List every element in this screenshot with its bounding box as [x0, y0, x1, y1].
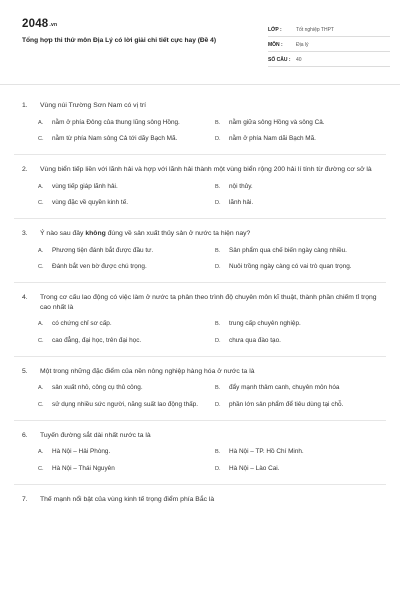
- document-meta: [268, 24, 390, 69]
- option-text: chưa qua đào tạo.: [229, 337, 281, 345]
- option-letter: A.: [38, 119, 44, 126]
- option-letter: A.: [38, 449, 44, 456]
- option-text: cao đẳng, đại học, trên đại học.: [52, 337, 142, 345]
- option-letter: D.: [215, 466, 221, 473]
- meta-row-grade: [268, 24, 390, 37]
- option-letter: C.: [38, 264, 44, 271]
- options: [14, 320, 386, 346]
- option-text: Đánh bắt ven bờ được chú trọng.: [52, 263, 147, 271]
- option-letter: D.: [215, 402, 221, 409]
- meta-row-subject: [268, 39, 390, 52]
- question-stem: [14, 229, 386, 239]
- question-text: Một trong những đặc điểm của nền nông nghiệp hàng hóa ở nước ta là: [40, 367, 255, 375]
- option-b[interactable]: [215, 320, 386, 329]
- question-list: [14, 101, 386, 525]
- option-text: Phương tiện đánh bắt được đầu tư.: [52, 246, 154, 254]
- question-text: Trong cơ cấu lao động có việc làm ở nước ta phân theo trình độ chuyên môn kĩ thuật, thành phần chiếm tỉ trọng cao nhất là: [40, 294, 377, 311]
- option-letter: A.: [38, 385, 44, 392]
- question-number: 3.: [22, 230, 28, 238]
- option-text: sử dụng nhiều sức người, năng suất lao động thấp.: [52, 401, 199, 409]
- option-letter: B.: [215, 449, 221, 456]
- meta-key: LỚP :: [268, 27, 282, 33]
- option-c[interactable]: [38, 337, 209, 346]
- option-letter: C.: [38, 200, 44, 207]
- option-letter: A.: [38, 183, 44, 190]
- option-d[interactable]: [215, 465, 386, 474]
- option-a[interactable]: [38, 247, 209, 256]
- question-text-emphasis: không: [85, 230, 106, 238]
- option-d[interactable]: [215, 199, 386, 208]
- option-text: sản xuất nhỏ, công cụ thủ công.: [52, 384, 143, 392]
- option-letter: D.: [215, 136, 221, 143]
- question-6: [14, 431, 386, 485]
- logo-tld: .vn: [49, 22, 58, 28]
- logo-main: 2048: [22, 18, 49, 30]
- option-text: vùng tiếp giáp lãnh hải.: [52, 182, 118, 190]
- option-c[interactable]: [38, 465, 209, 474]
- option-b[interactable]: [215, 119, 386, 128]
- question-stem: [14, 293, 386, 312]
- question-number: 7.: [22, 496, 28, 504]
- option-text: lãnh hải.: [229, 199, 254, 207]
- question-3: [14, 229, 386, 283]
- question-number: 6.: [22, 431, 28, 439]
- question-number: 1.: [22, 102, 28, 109]
- question-text: [40, 229, 250, 239]
- option-text: nội thủy.: [229, 182, 253, 190]
- question-text-before: Ý nào sau đây: [40, 230, 86, 238]
- options: [14, 384, 386, 410]
- question-stem: [14, 495, 386, 505]
- question-5: [14, 367, 386, 421]
- options: [14, 448, 386, 474]
- option-text: có chứng chỉ sơ cấp.: [52, 320, 112, 328]
- meta-key: MÔN :: [268, 42, 283, 48]
- option-text: Hà Nội – TP. Hồ Chí Minh.: [229, 448, 304, 456]
- question-text: Thế mạnh nổi bật của vùng kinh tế trọng điểm phía Bắc là: [40, 496, 215, 504]
- option-d[interactable]: [215, 263, 386, 272]
- option-text: Hà Nội – Thái Nguyên: [52, 465, 115, 473]
- option-letter: B.: [215, 247, 221, 254]
- option-letter: C.: [38, 466, 44, 473]
- question-number: 5.: [22, 367, 28, 375]
- meta-row-question-count: [268, 54, 390, 67]
- option-letter: D.: [215, 338, 221, 345]
- option-letter: C.: [38, 136, 44, 143]
- option-letter: B.: [215, 183, 221, 190]
- question-text: Vùng núi Trường Sơn Nam có vị trí: [40, 102, 147, 109]
- option-letter: D.: [215, 264, 221, 271]
- option-letter: B.: [215, 119, 221, 126]
- option-text: nằm giữa sông Hồng và sông Cả.: [229, 118, 325, 126]
- option-b[interactable]: [215, 448, 386, 457]
- document-title: Tổng hợp thi thử môn Địa Lý có lời giải chi tiết cực hay (Đề 4): [22, 37, 217, 44]
- options: [14, 119, 386, 145]
- question-stem: [14, 431, 386, 441]
- question-number: 4.: [22, 294, 28, 302]
- option-text: Hà Nội – Lào Cai.: [229, 465, 280, 473]
- meta-value: Tốt nghiệp THPT: [296, 27, 334, 33]
- option-text: Sản phẩm qua chế biến ngày càng nhiều.: [229, 246, 347, 254]
- option-text: trung cấp chuyên nghiệp.: [229, 320, 301, 328]
- option-letter: C.: [38, 402, 44, 409]
- meta-value: Địa lý: [296, 42, 309, 48]
- question-stem: [14, 367, 386, 377]
- options: [14, 247, 386, 273]
- option-text: phần lớn sản phẩm để tiêu dùng tại chỗ.: [229, 401, 344, 409]
- option-a[interactable]: [38, 183, 209, 192]
- option-b[interactable]: [215, 384, 386, 393]
- option-text: nằm từ phía Nam sông Cả tới dãy Bạch Mã.: [52, 135, 178, 143]
- question-4: [14, 293, 386, 357]
- option-b[interactable]: [215, 183, 386, 192]
- question-7: [14, 495, 386, 515]
- option-letter: B.: [215, 385, 221, 392]
- option-a[interactable]: [38, 384, 209, 393]
- question-text-after: đúng về sản xuất thủy sản ở nước ta hiện nay?: [105, 230, 251, 238]
- question-2: [14, 165, 386, 219]
- option-c[interactable]: [38, 401, 209, 410]
- option-letter: D.: [215, 200, 221, 207]
- option-b[interactable]: [215, 247, 386, 256]
- meta-value: 40: [296, 57, 302, 63]
- option-a[interactable]: [38, 320, 209, 329]
- question-stem: [14, 165, 386, 175]
- site-logo[interactable]: [22, 18, 57, 30]
- option-text: đẩy mạnh thâm canh, chuyên môn hóa: [229, 384, 340, 392]
- option-text: nằm ở phía Đông của thung lũng sông Hồng.: [52, 118, 180, 126]
- document-header: [14, 14, 386, 63]
- header-divider: [0, 84, 400, 85]
- question-stem: [14, 101, 386, 111]
- meta-key: SỐ CÂU :: [268, 57, 291, 63]
- options: [14, 183, 386, 209]
- option-letter: A.: [38, 321, 44, 328]
- option-text: vùng đặc về quyền kinh tế.: [52, 199, 129, 207]
- question-1: [14, 101, 386, 155]
- option-c[interactable]: [38, 199, 209, 208]
- option-a[interactable]: [38, 119, 209, 128]
- option-c[interactable]: [38, 263, 209, 272]
- option-d[interactable]: [215, 135, 386, 144]
- option-text: nằm ở phía Nam dãi Bạch Mã.: [229, 135, 316, 143]
- question-number: 2.: [22, 166, 28, 174]
- option-letter: C.: [38, 338, 44, 345]
- option-d[interactable]: [215, 401, 386, 410]
- option-letter: A.: [38, 247, 44, 254]
- question-text: Vùng biển tiếp liền với lãnh hải và hợp với lãnh hải thành một vùng biển rộng 200 hải lí tính từ đường cơ sở là: [40, 166, 372, 174]
- option-c[interactable]: [38, 135, 209, 144]
- option-d[interactable]: [215, 337, 386, 346]
- option-letter: B.: [215, 321, 221, 328]
- option-text: Hà Nội – Hải Phòng.: [52, 448, 111, 456]
- option-text: Nuôi trồng ngày càng có vai trò quan trọng.: [229, 263, 352, 271]
- question-text: Tuyến đường sắt dài nhất nước ta là: [40, 431, 151, 439]
- option-a[interactable]: [38, 448, 209, 457]
